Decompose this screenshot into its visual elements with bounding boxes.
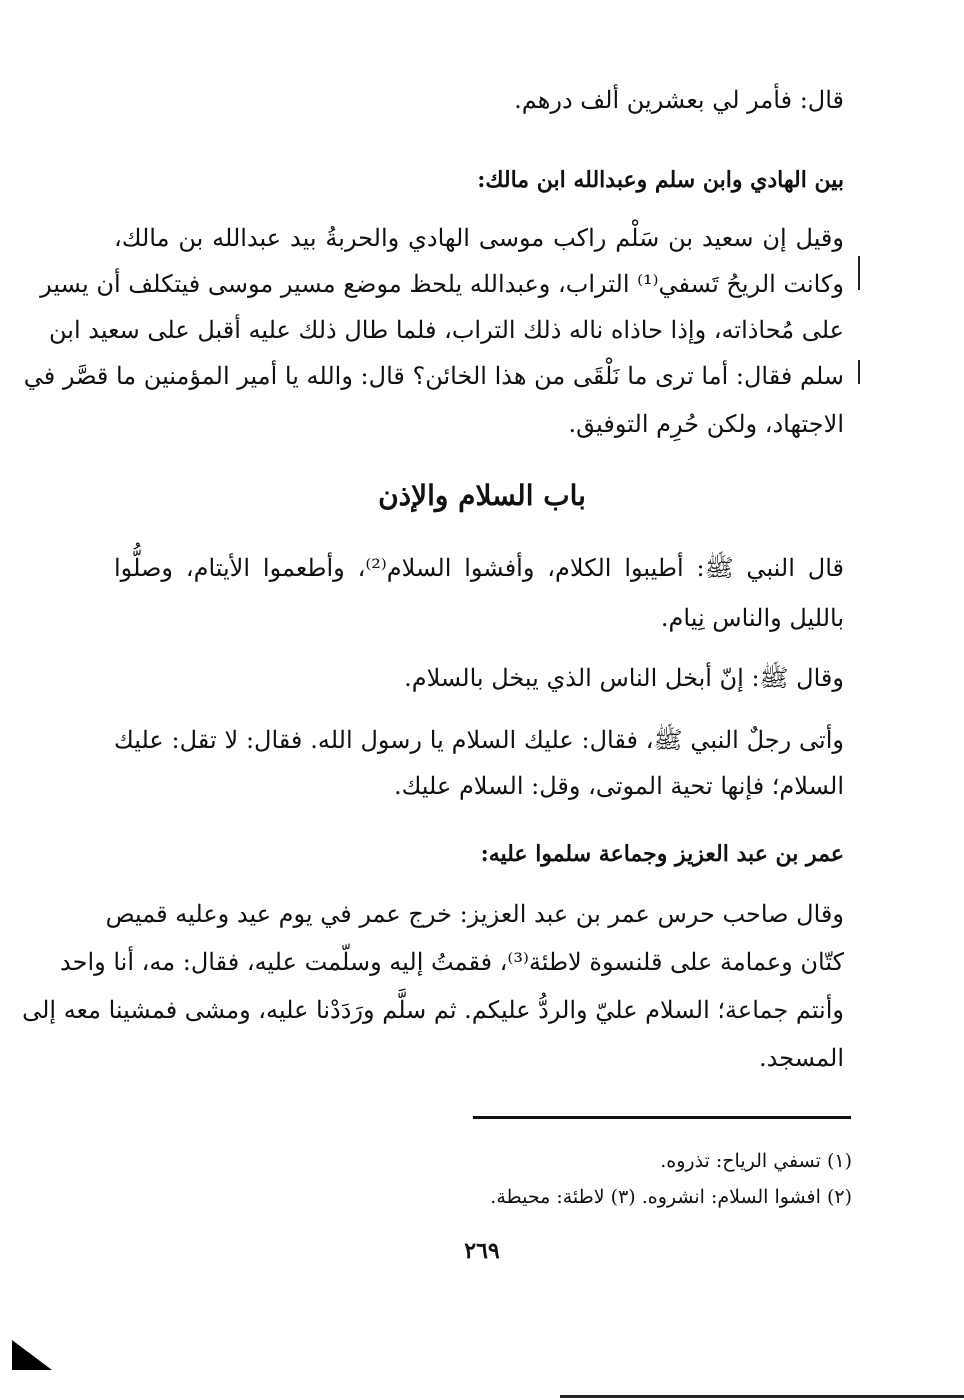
text-line: الاجتهاد، ولكن حُرِم التوفيق. [568,410,844,438]
subheading-hadi: بين الهادي وابن سلم وعبدالله ابن مالك: [477,167,844,193]
text-line: وكانت الريحُ تَسفي⁽¹⁾ التراب، وعبدالله يلحظ موضع مسير موسى فيتكلف أن يسير [40,270,844,298]
corner-arrow-icon [12,1340,52,1370]
text-line: قال النبي ﷺ: أطيبوا الكلام، وأفشوا السلام⁽²⁾، وأطعموا الأيتام، وصلُّوا [114,554,844,582]
text-line: بالليل والناس نِيام. [660,604,844,632]
margin-mark [858,256,860,290]
scan-edge-line [560,1395,964,1398]
section-title: باب السلام والإذن [378,479,586,512]
text-line: على مُحاذاته، وإذا حاذاه ناله ذلك التراب، فلما طال ذلك عليه أقبل على سعيد ابن [49,316,844,344]
footnote: (٢) افشوا السلام: انشروه. (٣) لاطئة: محيطة. [490,1186,852,1208]
subheading-umar: عمر بن عبد العزيز وجماعة سلموا عليه: [480,841,844,867]
margin-mark [858,360,860,384]
text-line: وقال صاحب حرس عمر بن عبد العزيز: خرج عمر في يوم عيد وعليه قميص [105,900,844,928]
footnote: (١) تسفي الرياح: تذروه. [660,1150,852,1172]
text-line: السلام؛ فإنها تحية الموتى، وقل: السلام عليك. [393,772,844,800]
footnote-divider [473,1116,851,1119]
page-number: ٢٦٩ [464,1238,500,1264]
text-line: سلم فقال: أما ترى ما نَلْقَى من هذا الخائن؟ قال: والله يا أمير المؤمنين ما قصَّر في [23,362,844,390]
text-line: وأتى رجلٌ النبي ﷺ، فقال: عليك السلام يا رسول الله. فقال: لا تقل: عليك [114,726,844,754]
text-line: كتّان وعمامة على قلنسوة لاطئة⁽³⁾، فقمتُ إليه وسلّمت عليه، فقال: مه، أنا واحد [60,948,844,976]
text-line: قال: فأمر لي بعشرين ألف درهم. [514,86,844,114]
text-line: وقال ﷺ: إنّ أبخل الناس الذي يبخل بالسلام. [404,664,844,692]
text-line: وأنتم جماعة؛ السلام عليّ والردُّ عليكم. ثم سلَّم ورَدَدْنا عليه، ومشى فمشينا معه إلى [22,996,844,1024]
text-line: المسجد. [759,1044,844,1072]
text-line: وقيل إن سعيد بن سَلْم راكب موسى الهادي والحربةُ بيد عبدالله بن مالك، [114,224,844,252]
